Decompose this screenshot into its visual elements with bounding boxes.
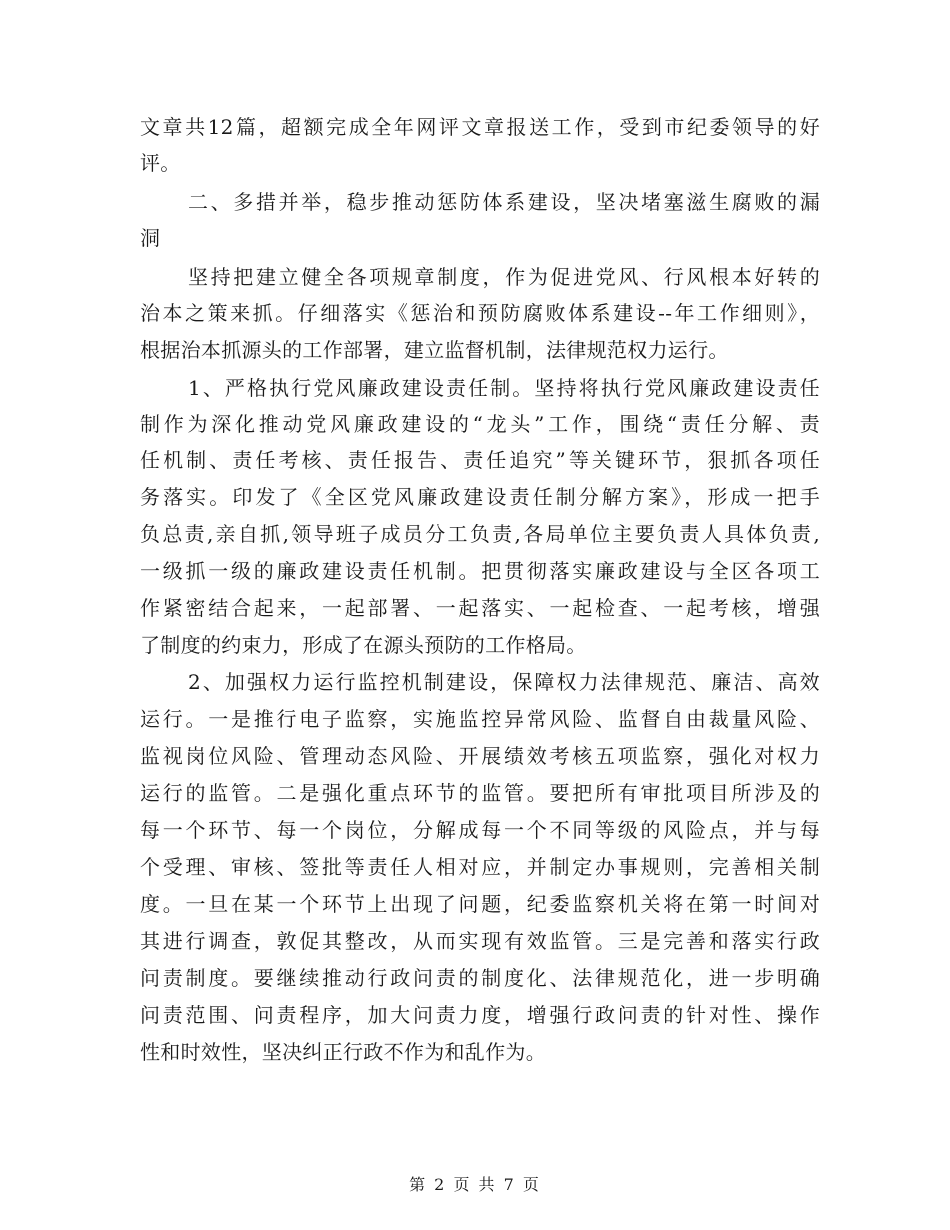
text-line: 任机制、责任考核、责任报告、责任追究”等关键环节，狠抓各项任 — [140, 448, 820, 472]
section-heading-line: 二、多措并举，稳步推动惩防体系建设，坚决堵塞滋生腐败的漏 — [188, 190, 820, 214]
text-line: 坚持把建立健全各项规章制度，作为促进党风、行风根本好转的 — [188, 265, 820, 289]
text-line: 了制度的约束力，形成了在源头预防的工作格局。 — [140, 633, 587, 657]
text-line: 根据治本抓源头的工作部署，建立监督机制，法律规范权力运行。 — [140, 338, 729, 362]
text-line: 制作为深化推动党风廉政建设的“龙头”工作，围绕“责任分解、责 — [140, 412, 820, 436]
text-line: 每一个环节、每一个岗位，分解成每一个不同等级的风险点，并与每 — [140, 818, 820, 842]
text-line: 度。一旦在某一个环节上出现了问题，纪委监察机关将在第一时间对 — [140, 892, 820, 916]
text-line: 负总责,亲自抓,领导班子成员分工负责,各局单位主要负责人具体负责, — [140, 522, 820, 546]
text-line: 问责范围、问责程序，加大问责力度，增强行政问责的针对性、操作 — [140, 1003, 820, 1027]
text-line: 监视岗位风险、管理动态风险、开展绩效考核五项监察，强化对权力 — [140, 744, 820, 768]
text-line: 一级抓一级的廉政建设责任机制。把贯彻落实廉政建设与全区各项工 — [140, 559, 820, 583]
text-line: 性和时效性，坚决纠正行政不作为和乱作为。 — [140, 1040, 546, 1064]
text-line: 作紧密结合起来，一起部署、一起落实、一起检查、一起考核，增强 — [140, 596, 820, 620]
text-line: 1、严格执行党风廉政建设责任制。坚持将执行党风廉政建设责任 — [188, 376, 820, 400]
section-heading-line: 洞 — [140, 226, 161, 250]
text-line: 运行的监管。二是强化重点环节的监管。要把所有审批项目所涉及的 — [140, 781, 820, 805]
text-line: 治本之策来抓。仔细落实《惩治和预防腐败体系建设--年工作细则》， — [140, 301, 820, 325]
text-line: 其进行调查，敦促其整改，从而实现有效监管。三是完善和落实行政 — [140, 929, 820, 953]
text-line: 2、加强权力运行监控机制建设，保障权力法律规范、廉洁、高效 — [188, 670, 820, 694]
page-number: 第 2 页 共 7 页 — [409, 1175, 541, 1194]
text-line: 文章共12篇，超额完成全年网评文章报送工作，受到市纪委领导的好 — [140, 115, 820, 139]
text-line: 评。 — [140, 151, 181, 175]
text-line: 问责制度。要继续推动行政问责的制度化、法律规范化，进一步明确 — [140, 966, 820, 990]
text-line: 务落实。印发了《全区党风廉政建设责任制分解方案》，形成一把手 — [140, 485, 820, 509]
text-line: 运行。一是推行电子监察，实施监控异常风险、监督自由裁量风险、 — [140, 707, 820, 731]
text-line: 个受理、审核、签批等责任人相对应，并制定办事规则，完善相关制 — [140, 855, 820, 879]
